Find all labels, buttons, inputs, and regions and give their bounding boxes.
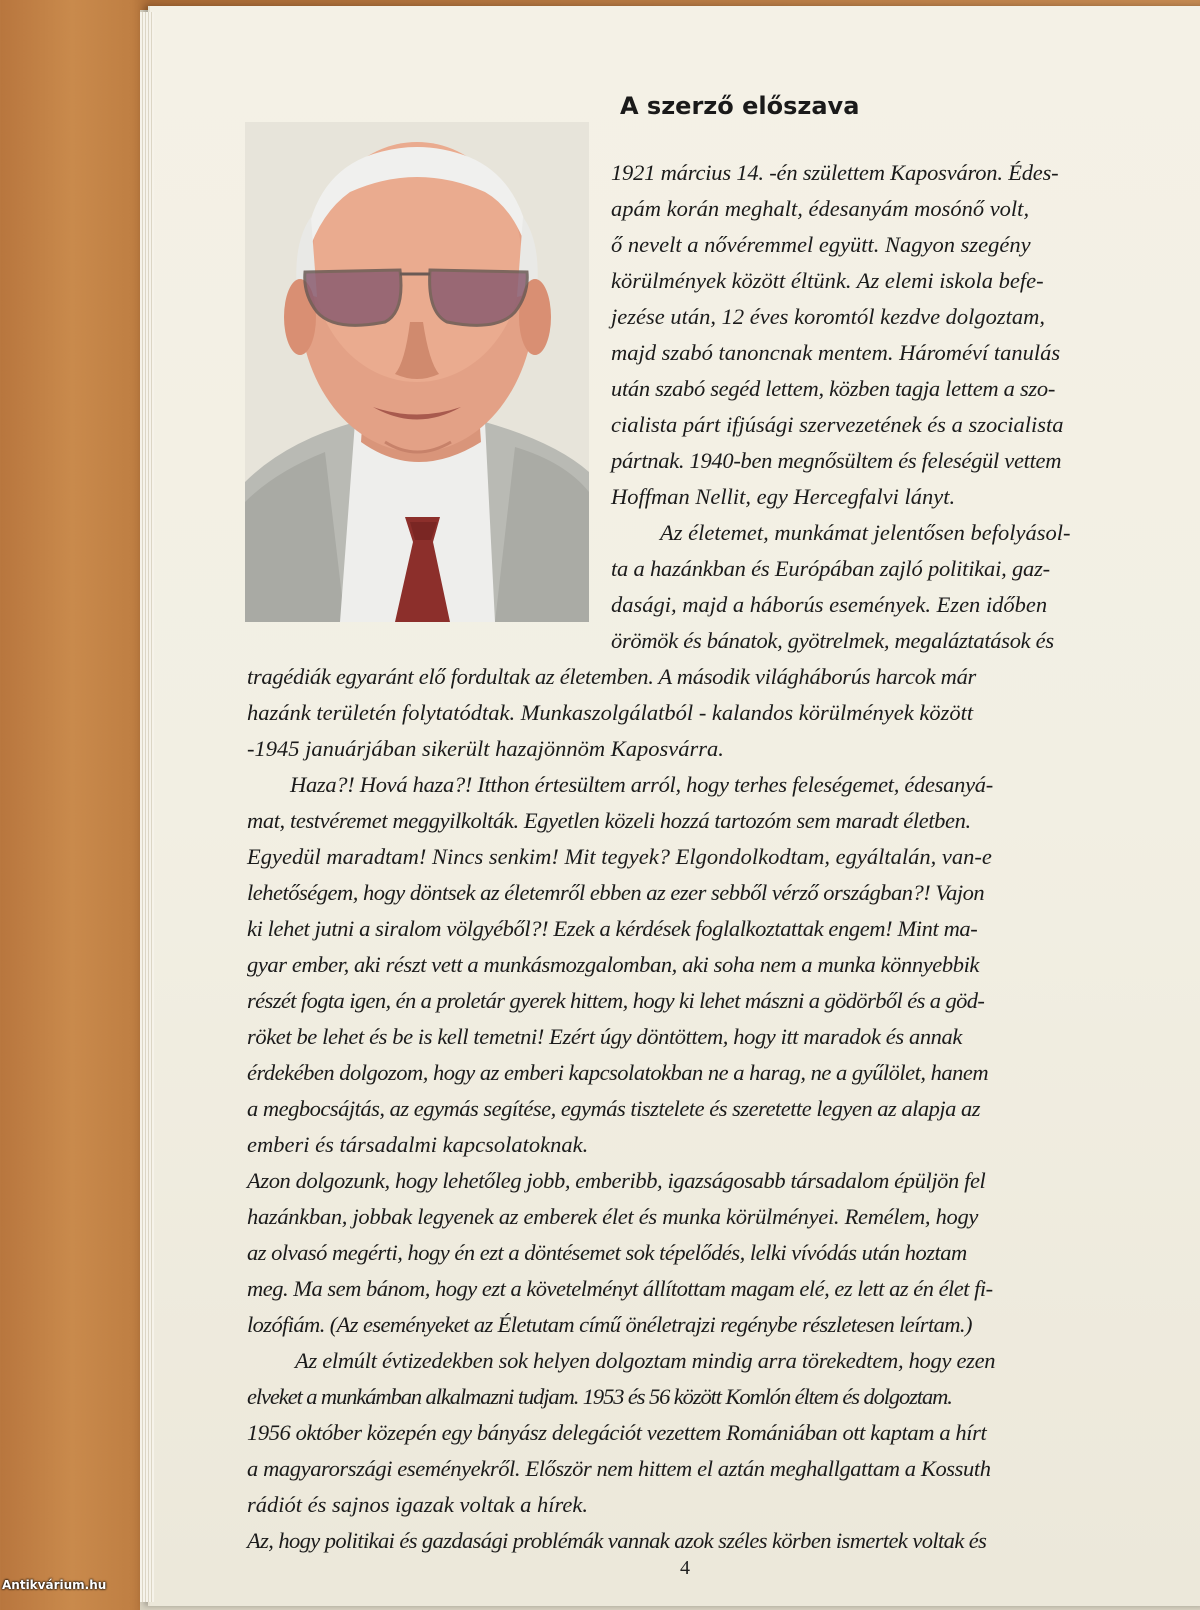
text-line: Az elmúlt évtizedekben sok helyen dolgoztam mindig arra törekedtem, hogy ezen	[295, 1348, 996, 1373]
text-line: az olvasó megérti, hogy én ezt a döntésemet sok tépelődés, lelki vívódás után hoztam	[247, 1240, 967, 1265]
text-line: 1921 március 14. -én születtem Kaposváron. Édes-	[611, 160, 1059, 185]
text-line: a magyarországi eseményekről. Először nem hittem el aztán meghallgattam a Kossuth	[247, 1456, 991, 1481]
text-line: röket be lehet és be is kell temetni! Ezért úgy döntöttem, hogy itt maradok és annak	[247, 1024, 962, 1049]
text-line: lehetőségem, hogy döntsek az életemről ebben az ezer sebből vérző országban?! Vajon	[247, 880, 985, 905]
text-line: hazánk területén folytatódtak. Munkaszolgálatból - kalandos körülmények között	[247, 700, 974, 725]
text-line: -1945 januárjában sikerült hazajönnöm Kaposvárra.	[247, 736, 724, 761]
text-line: Az életemet, munkámat jelentősen befolyásol-	[660, 520, 1071, 545]
text-line: Egyedül maradtam! Nincs senkim! Mit tegyek? Elgondolkodtam, egyáltalán, van-e	[247, 844, 992, 869]
text-line: örömök és bánatok, gyötrelmek, megaláztatások és	[611, 628, 1054, 653]
text-line: tragédiák egyaránt elő fordultak az életemben. A második világháborús harcok már	[247, 664, 977, 689]
author-portrait	[245, 122, 589, 622]
text-line: részét fogta igen, én a proletár gyerek hittem, hogy ki lehet mászni a gödörből és a göd-	[247, 988, 985, 1013]
text-line: ő nevelt a nővéremmel együtt. Nagyon szegény	[611, 232, 1031, 257]
page-number: 4	[680, 1557, 690, 1579]
text-line: cialista párt ifjúsági szervezetének és a szocialista	[611, 412, 1064, 437]
text-line: körülmények között éltünk. Az elemi iskola befe-	[611, 268, 1044, 293]
text-line: érdekében dolgozom, hogy az emberi kapcsolatokban ne a harag, ne a gyűlölet, hanem	[247, 1060, 989, 1085]
text-line: pártnak. 1940-ben megnősültem és feleségül vettem	[611, 448, 1062, 473]
text-line: elveket a munkámban alkalmazni tudjam. 1953 és 56 között Komlón éltem és dolgoztam.	[247, 1384, 952, 1409]
text-line: emberi és társadalmi kapcsolatoknak.	[247, 1132, 589, 1157]
text-line: után szabó segéd lettem, közben tagja lettem a szo-	[611, 376, 1056, 401]
text-line: majd szabó tanoncnak mentem. Hároméví tanulás	[611, 340, 1061, 365]
author-portrait-drawing	[245, 122, 589, 622]
text-line: 1956 október közepén egy bányász delegációt vezettem Romániában ott kaptam a hírt	[247, 1420, 987, 1445]
text-line: ta a hazánkban és Európában zajló politikai, gaz-	[611, 556, 1050, 581]
text-line: lozófiám. (Az eseményeket az Életutam című önéletrajzi regénybe részletesen leírtam.)	[247, 1312, 972, 1337]
text-line: mat, testvéremet meggyilkolták. Egyetlen közeli hozzá tartozóm sem maradt életben.	[247, 808, 971, 833]
text-line: ki lehet jutni a siralom völgyéből?! Ezek a kérdések foglalkoztattak engem! Mint ma-	[247, 916, 978, 941]
text-line: meg. Ma sem bánom, hogy ezt a követelményt állítottam magam elé, ez lett az én élet fi-	[247, 1276, 993, 1301]
text-line: gyar ember, aki részt vett a munkásmozgalomban, aki soha nem a munka könnyebbik	[247, 952, 980, 977]
text-line: Haza?! Hová haza?! Itthon értesültem arról, hogy terhes feleségemet, édesanyá-	[290, 772, 993, 797]
text-line: hazánkban, jobbak legyenek az emberek élet és munka körülményei. Remélem, hogy	[247, 1204, 979, 1229]
text-line: a megbocsájtás, az egymás segítése, egymás tisztelete és szeretette legyen az alapja az	[247, 1096, 981, 1121]
page-title: A szerző előszava	[620, 92, 860, 120]
text-line: jezése után, 12 éves koromtól kezdve dolgoztam,	[611, 304, 1046, 329]
page-edge	[140, 12, 154, 1602]
text-line: Hoffman Nellit, egy Hercegfalvi lányt.	[611, 484, 956, 509]
text-line: apám korán meghalt, édesanyám mosónő volt,	[611, 196, 1030, 221]
text-line: rádiót és sajnos igazak voltak a hírek.	[247, 1492, 589, 1517]
text-line: dasági, majd a háborús események. Ezen időben	[611, 592, 1048, 617]
text-line: Azon dolgozunk, hogy lehetőleg jobb, emberibb, igazságosabb társadalom épüljön fel	[247, 1168, 986, 1193]
watermark: Antikvárium.hu	[2, 1578, 107, 1592]
text-line: Az, hogy politikai és gazdasági problémák vannak azok széles körben ismertek voltak és	[247, 1528, 987, 1553]
